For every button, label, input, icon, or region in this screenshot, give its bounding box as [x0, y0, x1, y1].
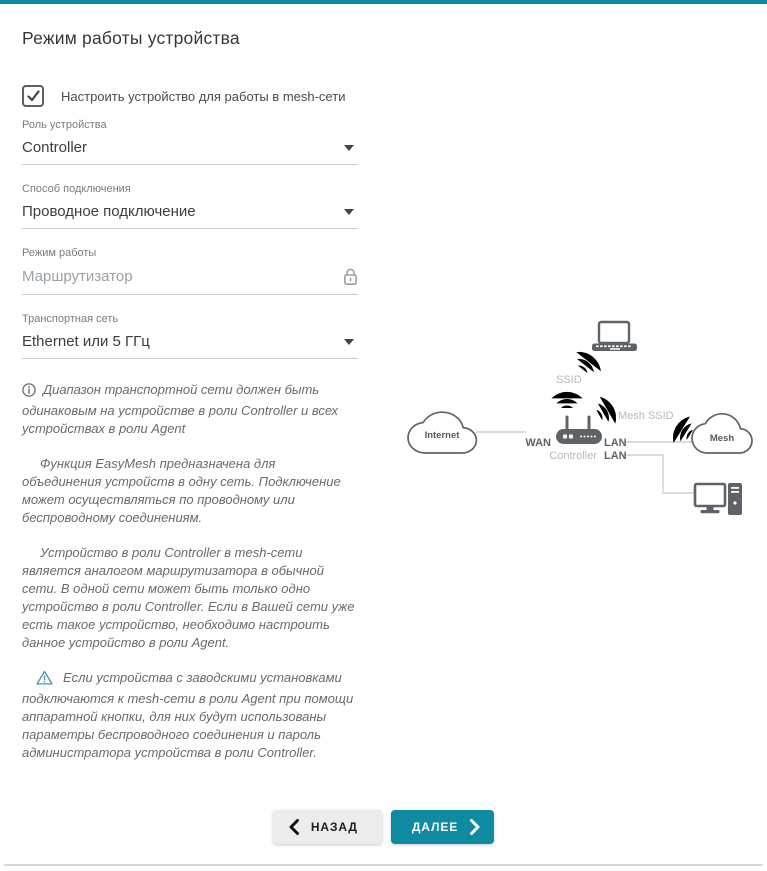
work-mode-value: Маршрутизатор	[22, 268, 133, 285]
mesh-label: Mesh	[709, 433, 735, 444]
page-title: Режим работы устройства	[22, 28, 240, 48]
lan-port-label: LAN	[604, 437, 627, 449]
info-icon	[22, 383, 36, 402]
next-button-label: ДАЛЕЕ	[411, 820, 459, 834]
notes-section	[22, 381, 358, 762]
field-work-mode	[22, 247, 358, 295]
mesh-cloud-icon	[692, 414, 752, 453]
info-note-text: Диапазон транспортной сети должен быть одинаковым на устройстве в роли Controller и всех устройствах в роли Agent	[22, 382, 339, 436]
chevron-down-icon	[344, 209, 354, 215]
laptop-icon	[592, 322, 637, 351]
chevron-down-icon	[344, 339, 354, 345]
warning-note-text: Если устройства с заводскими установками подключаются к mesh-сети в роли Agent при помощи аппаратной кнопки, для них будут использованы параметры беспроводного соединения и пароль администратора устройства в роли Controller.	[22, 670, 354, 760]
lan-port-label: LAN	[604, 450, 627, 462]
mesh-checkbox[interactable]	[22, 85, 44, 107]
warning-note	[22, 669, 358, 762]
device-role-value: Controller	[22, 139, 88, 156]
next-button[interactable]	[391, 810, 494, 844]
connection-method-value: Проводное подключение	[22, 203, 196, 220]
mesh-checkbox-row[interactable]	[22, 85, 358, 107]
chevron-left-icon	[288, 819, 300, 835]
field-transport-network	[22, 313, 358, 359]
work-mode-readonly	[22, 267, 358, 295]
internet-cloud-icon	[408, 412, 476, 453]
settings-column	[22, 0, 358, 779]
wizard-buttons-row	[0, 810, 767, 844]
mesh-ssid-label: Mesh SSID	[618, 410, 674, 422]
field-connection-method	[22, 183, 358, 229]
chevron-right-icon	[469, 819, 481, 835]
device-role-select[interactable]	[22, 139, 358, 165]
wan-port-label: WAN	[525, 437, 551, 449]
info-note	[22, 381, 358, 438]
internet-label: Internet	[424, 430, 460, 441]
transport-network-value: Ethernet или 5 ГГц	[22, 333, 150, 350]
desktop-pc-icon	[695, 483, 742, 515]
back-button-label: НАЗАД	[310, 820, 358, 834]
connection-method-select[interactable]	[22, 203, 358, 229]
card-bottom-edge	[4, 864, 763, 866]
wifi-waves-icon	[551, 392, 582, 408]
back-button[interactable]	[273, 810, 382, 844]
work-mode-label: Режим работы	[22, 247, 97, 259]
lan-to-pc-line	[622, 455, 695, 493]
router-icon	[556, 417, 602, 444]
controller-role-label: Controller	[549, 450, 597, 462]
network-topology-diagram	[398, 295, 765, 545]
field-device-role	[22, 119, 358, 165]
controller-role-note: Устройство в роли Controller в mesh-сети является аналогом маршрутизатора в обычной сети. В одной сети может быть только одно устройство в роли Controller. Если в Вашей сети уже есть такое устройство, необходимо настроить данное устройство в роли Agent.	[22, 545, 355, 650]
check-icon	[27, 90, 40, 102]
transport-network-label: Транспортная сеть	[22, 313, 119, 325]
device-role-label: Роль устройства	[22, 119, 107, 131]
wifi-waves-icon	[591, 393, 621, 428]
transport-network-select[interactable]	[22, 333, 358, 359]
mesh-checkbox-label: Настроить устройство для работы в mesh-сети	[61, 88, 346, 104]
chevron-down-icon	[344, 145, 354, 151]
ssid-label: SSID	[556, 374, 582, 386]
warning-icon	[36, 670, 53, 690]
lock-icon	[343, 267, 358, 286]
fields-group	[22, 119, 358, 359]
easymesh-note: Функция EasyMesh предназначена для объединения устройств в одну сеть. Подключение может осуществляться по проводному или беспроводному соединениям.	[22, 456, 341, 525]
connection-method-label: Способ подключения	[22, 183, 131, 195]
